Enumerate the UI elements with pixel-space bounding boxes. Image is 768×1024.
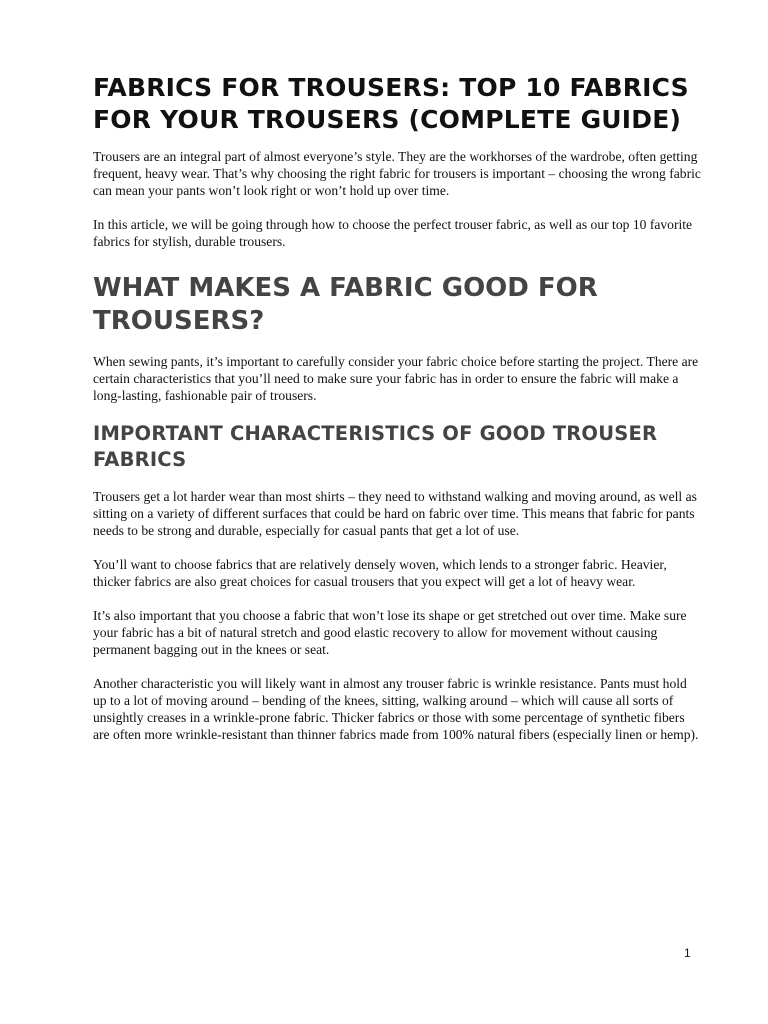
section-paragraph: When sewing pants, it’s important to carefully consider your fabric choice before starting the project. There are certain characteristics that you’ll need to make sure your fabric has in order to ensure the fabric will make a long-lasting, fashionable pair of trousers. <box>93 354 699 403</box>
page-number: 1 <box>684 946 691 960</box>
characteristics-paragraph-1: Trousers get a lot harder wear than most shirts – they need to withstand walking and moving around, as well as sitting on a variety of different surfaces that could be hard on fabric over time. This means that fabric for pants needs to be strong and durable, especially for casual pants that get a lot of use. <box>93 489 697 538</box>
page-title: FABRICS FOR TROUSERS: TOP 10 FABRICS FOR YOUR TROUSERS (COMPLETE GUIDE) <box>93 73 689 134</box>
subsection-heading-important-characteristics: IMPORTANT CHARACTERISTICS OF GOOD TROUSER FABRICS <box>93 422 658 471</box>
characteristics-paragraph-2: You’ll want to choose fabrics that are relatively densely woven, which lends to a stronger fabric. Heavier, thicker fabrics are also great choices for casual trousers that you expect will get a lot of heavy wear. <box>93 557 667 589</box>
characteristics-paragraph-4: Another characteristic you will likely want in almost any trouser fabric is wrinkle resistance. Pants must hold up to a lot of moving around – bending of the knees, sitting, walking around – which will cause all sorts of unsightly creases in a wrinkle-prone fabric. Thicker fabrics or those with some percentage of synthetic fibers are often more wrinkle-resistant than thinner fabrics made from 100% natural fibers (especially linen or hemp). <box>93 676 699 742</box>
document-page <box>93 72 703 760</box>
intro-paragraph-1: Trousers are an integral part of almost everyone’s style. They are the workhorses of the wardrobe, often getting frequent, heavy wear. That’s why choosing the right fabric for trousers is important – choosing the wrong fabric can mean your pants won’t look right or won’t hold up over time. <box>93 149 701 198</box>
section-heading-what-makes-fabric-good: WHAT MAKES A FABRIC GOOD FOR TROUSERS? <box>93 273 598 336</box>
characteristics-paragraph-3: It’s also important that you choose a fabric that won’t lose its shape or get stretched out over time. Make sure your fabric has a bit of natural stretch and good elastic recovery to allow for movement without causing permanent bagging out in the knees or seat. <box>93 608 687 657</box>
intro-paragraph-2: In this article, we will be going through how to choose the perfect trouser fabric, as well as our top 10 favorite fabrics for stylish, durable trousers. <box>93 217 693 249</box>
